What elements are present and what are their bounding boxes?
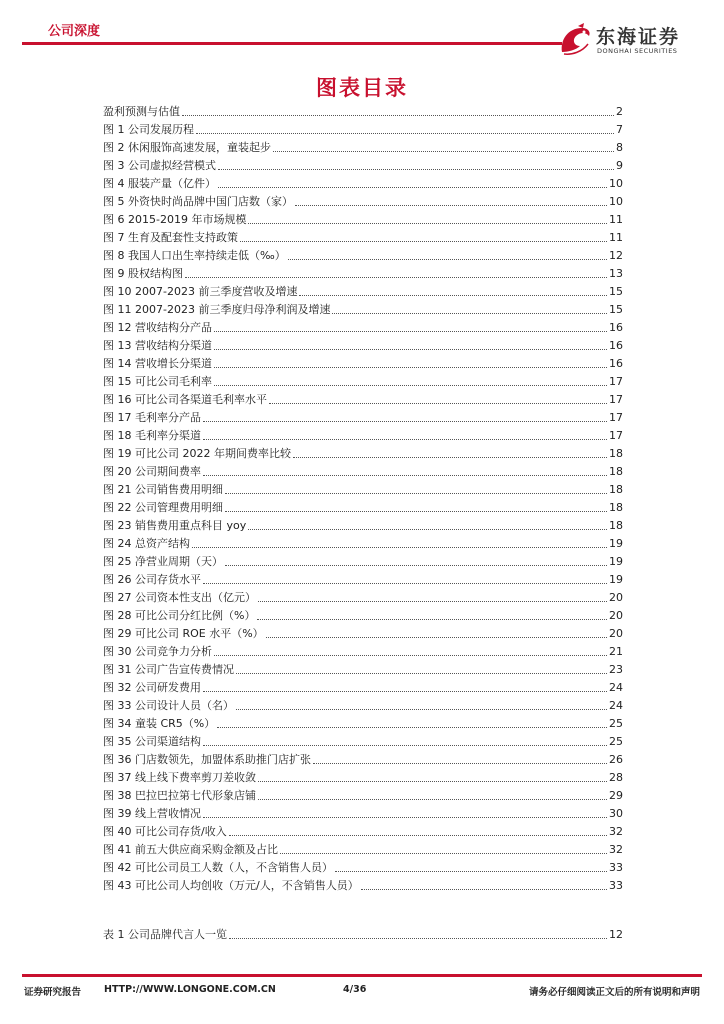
toc-leader-dots xyxy=(185,276,607,278)
toc-entry[interactable] xyxy=(103,317,623,335)
toc-entry-page: 17 xyxy=(609,429,623,442)
toc-entry[interactable] xyxy=(103,245,623,263)
toc-leader-dots xyxy=(313,762,607,764)
toc-entry-label: 图 12 营收结构分产品 xyxy=(103,321,212,334)
toc-leader-dots xyxy=(203,816,607,818)
toc-entry-label: 图 21 公司销售费用明细 xyxy=(103,483,223,496)
toc-entry-label: 图 11 2007-2023 前三季度归母净利润及增速 xyxy=(103,303,331,316)
toc-entry-page: 18 xyxy=(609,483,623,496)
toc-entry-label: 图 26 公司存货水平 xyxy=(103,573,201,586)
toc-entry-page: 16 xyxy=(609,321,623,334)
toc-entry-label: 图 36 门店数领先，加盟体系助推门店扩张 xyxy=(103,753,311,766)
toc-entry-page: 2 xyxy=(616,105,623,118)
toc-entry[interactable] xyxy=(103,353,623,371)
footer-label: 证券研究报告 xyxy=(24,987,82,998)
footer-disclaimer: 请务必仔细阅读正文后的所有说明和声明 xyxy=(528,987,700,998)
toc-entry-label: 图 16 可比公司各渠道毛利率水平 xyxy=(103,393,267,406)
toc-leader-dots xyxy=(258,780,607,782)
toc-entry[interactable] xyxy=(103,785,623,803)
toc-entry[interactable] xyxy=(103,425,623,443)
toc-leader-dots xyxy=(248,222,607,224)
toc-entry-page: 29 xyxy=(609,789,623,802)
toc-entry-page: 24 xyxy=(609,699,623,712)
toc-leader-dots xyxy=(218,186,607,188)
header-rule xyxy=(22,42,562,45)
toc-entry[interactable] xyxy=(103,515,623,533)
toc-leader-dots xyxy=(229,834,607,836)
toc-entry-label: 图 14 营收增长分渠道 xyxy=(103,357,212,370)
toc-entry[interactable] xyxy=(103,821,623,839)
toc-entry[interactable] xyxy=(103,695,623,713)
toc-entry[interactable] xyxy=(103,173,623,191)
toc-entry[interactable] xyxy=(103,641,623,659)
toc-entry-page: 26 xyxy=(609,753,623,766)
toc-entry[interactable] xyxy=(103,101,623,119)
toc-entry-page: 8 xyxy=(616,141,623,154)
logo-chinese-name: 东海证券 xyxy=(596,26,681,48)
toc-leader-dots xyxy=(288,258,607,260)
toc-entry-page: 10 xyxy=(609,177,623,190)
toc-entry-label: 图 32 公司研发费用 xyxy=(103,681,201,694)
toc-entry[interactable] xyxy=(103,443,623,461)
toc-entry[interactable] xyxy=(103,767,623,785)
toc-entry-page: 10 xyxy=(609,195,623,208)
toc-leader-dots xyxy=(203,690,607,692)
toc-entry-page: 20 xyxy=(609,591,623,604)
toc-leader-dots xyxy=(214,330,607,332)
toc-entry-label: 图 7 生育及配套性支持政策 xyxy=(103,231,238,244)
toc-entry-page: 19 xyxy=(609,555,623,568)
toc-leader-dots xyxy=(293,456,607,458)
toc-entry-label: 图 35 公司渠道结构 xyxy=(103,735,201,748)
toc-entry-page: 15 xyxy=(609,285,623,298)
toc-entry-label: 盈利预测与估值 xyxy=(103,105,180,118)
toc-entry[interactable] xyxy=(103,875,623,893)
toc-entry-label: 图 23 销售费用重点科目 yoy xyxy=(103,519,247,532)
toc-entry-label: 图 25 净营业周期（天） xyxy=(103,555,223,568)
toc-entry[interactable] xyxy=(103,299,623,317)
toc-leader-dots xyxy=(280,852,607,854)
toc-entry[interactable] xyxy=(103,713,623,731)
toc-entry[interactable] xyxy=(103,497,623,515)
toc-entry-page: 19 xyxy=(609,537,623,550)
toc-entry[interactable] xyxy=(103,191,623,209)
toc-entry-label: 图 8 我国人口出生率持续走低（‰） xyxy=(103,249,286,262)
toc-tables xyxy=(103,924,623,942)
toc-entry-page: 11 xyxy=(609,213,623,226)
toc-entry-page: 15 xyxy=(609,303,623,316)
toc-leader-dots xyxy=(214,654,607,656)
toc-entry-label: 图 37 线上线下费率剪刀差收敛 xyxy=(103,771,256,784)
toc-entry-page: 11 xyxy=(609,231,623,244)
toc-leader-dots xyxy=(225,492,607,494)
toc-entry-label: 图 28 可比公司分红比例（%） xyxy=(103,609,256,622)
toc-entry-page: 24 xyxy=(609,681,623,694)
toc-entry[interactable] xyxy=(103,209,623,227)
toc-leader-dots xyxy=(218,168,614,170)
toc-entry[interactable] xyxy=(103,623,623,641)
toc-leader-dots xyxy=(203,438,607,440)
toc-entry-page: 18 xyxy=(609,501,623,514)
toc-leader-dots xyxy=(236,672,607,674)
toc-entry[interactable] xyxy=(103,263,623,281)
toc-entry-label: 图 24 总资产结构 xyxy=(103,537,190,550)
toc-entry-page: 16 xyxy=(609,339,623,352)
toc-entry[interactable] xyxy=(103,803,623,821)
toc-leader-dots xyxy=(299,294,607,296)
dragon-logo-icon xyxy=(558,22,592,56)
toc-entry-page: 7 xyxy=(616,123,623,136)
toc-entry-page: 25 xyxy=(609,717,623,730)
toc-entry-label: 图 3 公司虚拟经营模式 xyxy=(103,159,216,172)
toc-leader-dots xyxy=(225,510,607,512)
toc-leader-dots xyxy=(217,726,607,728)
toc-entry-label: 图 34 童装 CR5（%） xyxy=(103,717,216,730)
toc-figures xyxy=(103,101,623,893)
company-logo xyxy=(558,22,708,56)
toc-leader-dots xyxy=(182,114,614,116)
toc-entry-page: 33 xyxy=(609,879,623,892)
toc-entry-page: 30 xyxy=(609,807,623,820)
toc-entry-label: 图 31 公司广告宣传费情况 xyxy=(103,663,234,676)
toc-entry-page: 12 xyxy=(609,249,623,262)
toc-leader-dots xyxy=(236,708,607,710)
page-title: 图表目录 xyxy=(316,76,408,100)
toc-leader-dots xyxy=(225,564,607,566)
toc-entry-label: 图 19 可比公司 2022 年期间费率比较 xyxy=(103,447,291,460)
toc-entry-label: 图 6 2015-2019 年市场规模 xyxy=(103,213,247,226)
toc-entry[interactable] xyxy=(103,119,623,137)
toc-entry-page: 18 xyxy=(609,447,623,460)
toc-entry[interactable] xyxy=(103,839,623,857)
toc-entry-label: 图 41 前五大供应商采购金额及占比 xyxy=(103,843,278,856)
toc-leader-dots xyxy=(240,240,607,242)
toc-entry[interactable] xyxy=(103,479,623,497)
toc-entry-page: 32 xyxy=(609,825,623,838)
toc-entry[interactable] xyxy=(103,731,623,749)
toc-entry[interactable] xyxy=(103,587,623,605)
toc-entry-label: 图 40 可比公司存货/收入 xyxy=(103,825,227,838)
toc-leader-dots xyxy=(273,150,614,152)
toc-entry-page: 13 xyxy=(609,267,623,280)
toc-leader-dots xyxy=(196,132,614,134)
toc-leader-dots xyxy=(258,600,607,602)
toc-entry-label: 图 18 毛利率分渠道 xyxy=(103,429,201,442)
toc-entry-label: 图 33 公司设计人员（名） xyxy=(103,699,234,712)
toc-entry[interactable] xyxy=(103,137,623,155)
toc-entry[interactable] xyxy=(103,371,623,389)
toc-entry[interactable] xyxy=(103,749,623,767)
toc-entry[interactable] xyxy=(103,659,623,677)
toc-leader-dots xyxy=(335,870,607,872)
logo-english-name: DONGHAI SECURITIES xyxy=(597,47,678,55)
toc-entry[interactable] xyxy=(103,335,623,353)
toc-entry-label: 图 27 公司资本性支出（亿元） xyxy=(103,591,256,604)
toc-entry[interactable] xyxy=(103,533,623,551)
toc-entry[interactable] xyxy=(103,227,623,245)
toc-entry[interactable] xyxy=(103,281,623,299)
toc-entry[interactable] xyxy=(103,461,623,479)
toc-entry-page: 21 xyxy=(609,645,623,658)
toc-entry-page: 17 xyxy=(609,411,623,424)
toc-entry-page: 20 xyxy=(609,609,623,622)
toc-leader-dots xyxy=(266,636,607,638)
toc-leader-dots xyxy=(248,528,607,530)
toc-entry[interactable] xyxy=(103,677,623,695)
toc-leader-dots xyxy=(203,744,607,746)
toc-entry[interactable] xyxy=(103,155,623,173)
toc-entry-label: 图 20 公司期间费率 xyxy=(103,465,201,478)
toc-entry-label: 图 38 巴拉巴拉第七代形象店铺 xyxy=(103,789,256,802)
toc-entry-label: 表 1 公司品牌代言人一览 xyxy=(103,928,227,941)
toc-entry-label: 图 30 公司竞争力分析 xyxy=(103,645,212,658)
toc-leader-dots xyxy=(192,546,607,548)
toc-entry-page: 16 xyxy=(609,357,623,370)
toc-entry[interactable] xyxy=(103,857,623,875)
toc-entry[interactable] xyxy=(103,551,623,569)
toc-leader-dots xyxy=(295,204,607,206)
page-number: 4/36 xyxy=(343,984,367,995)
toc-leader-dots xyxy=(229,937,607,939)
toc-leader-dots xyxy=(332,312,607,314)
toc-entry-label: 图 9 股权结构图 xyxy=(103,267,183,280)
footer-rule xyxy=(22,974,702,977)
toc-leader-dots xyxy=(258,798,607,800)
toc-entry-page: 18 xyxy=(609,465,623,478)
toc-entry-page: 33 xyxy=(609,861,623,874)
footer-url[interactable]: HTTP://WWW.LONGONE.COM.CN xyxy=(104,984,276,995)
toc-entry-label: 图 5 外资快时尚品牌中国门店数（家） xyxy=(103,195,293,208)
toc-entry-page: 12 xyxy=(609,928,623,941)
toc-leader-dots xyxy=(214,348,607,350)
toc-entry[interactable] xyxy=(103,924,623,942)
toc-entry-page: 32 xyxy=(609,843,623,856)
toc-entry-label: 图 10 2007-2023 前三季度营收及增速 xyxy=(103,285,298,298)
toc-leader-dots xyxy=(269,402,607,404)
toc-entry[interactable] xyxy=(103,569,623,587)
toc-entry-page: 25 xyxy=(609,735,623,748)
toc-entry-label: 图 4 服装产量（亿件） xyxy=(103,177,216,190)
toc-leader-dots xyxy=(203,582,607,584)
toc-entry-page: 23 xyxy=(609,663,623,676)
toc-entry-label: 图 29 可比公司 ROE 水平（%） xyxy=(103,627,264,640)
toc-entry-page: 17 xyxy=(609,393,623,406)
toc-entry-page: 18 xyxy=(609,519,623,532)
toc-leader-dots xyxy=(361,888,607,890)
toc-entry[interactable] xyxy=(103,389,623,407)
toc-entry-label: 图 43 可比公司人均创收（万元/人，不含销售人员） xyxy=(103,879,359,892)
toc-entry-page: 20 xyxy=(609,627,623,640)
toc-entry[interactable] xyxy=(103,605,623,623)
toc-entry-label: 图 15 可比公司毛利率 xyxy=(103,375,212,388)
toc-entry-label: 图 1 公司发展历程 xyxy=(103,123,194,136)
toc-leader-dots xyxy=(257,618,607,620)
toc-entry-page: 19 xyxy=(609,573,623,586)
toc-entry-label: 图 13 营收结构分渠道 xyxy=(103,339,212,352)
section-tag: 公司深度 xyxy=(48,24,101,39)
toc-leader-dots xyxy=(214,366,607,368)
toc-leader-dots xyxy=(203,420,607,422)
toc-leader-dots xyxy=(203,474,607,476)
toc-entry-label: 图 39 线上营收情况 xyxy=(103,807,201,820)
toc-entry-label: 图 42 可比公司员工人数（人，不含销售人员） xyxy=(103,861,333,874)
toc-entry-label: 图 2 休闲服饰高速发展，童装起步 xyxy=(103,141,271,154)
toc-entry-label: 图 17 毛利率分产品 xyxy=(103,411,201,424)
toc-entry-label: 图 22 公司管理费用明细 xyxy=(103,501,223,514)
toc-leader-dots xyxy=(214,384,607,386)
toc-entry-page: 17 xyxy=(609,375,623,388)
toc-entry-page: 28 xyxy=(609,771,623,784)
toc-entry[interactable] xyxy=(103,407,623,425)
toc-entry-page: 9 xyxy=(616,159,623,172)
